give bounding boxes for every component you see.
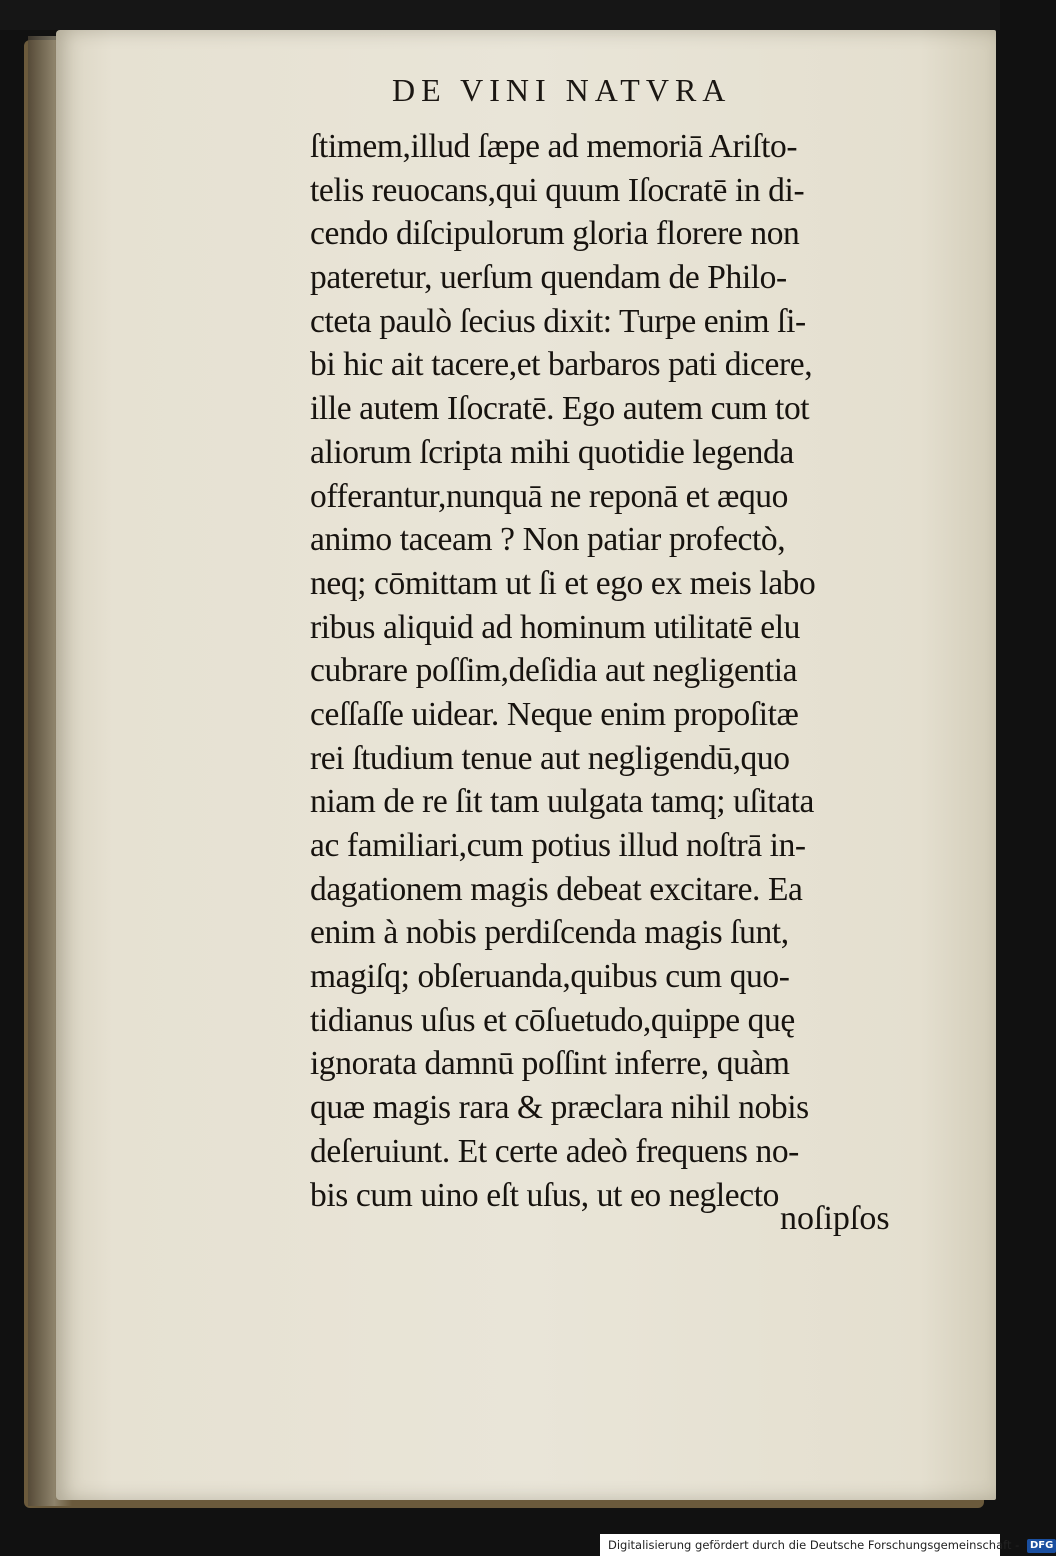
text-line: bis cum uino eſt uſus, ut eo neglecto	[310, 1176, 780, 1214]
text-line: aliorum ſcripta mihi quotidie legenda	[310, 433, 794, 471]
body-text	[310, 125, 930, 1217]
text-line: deſeruiunt. Et certe adeò frequens no-	[310, 1132, 799, 1170]
text-line: offerantur,nunquā ne reponā et æquo	[310, 477, 788, 515]
text-line: tidianus uſus et cōſuetudo,quippe quę	[310, 1001, 795, 1039]
text-line: enim à nobis perdiſcenda magis ſunt,	[310, 914, 789, 952]
text-line: bi hic ait tacere,et barbaros pati dicere,	[310, 346, 813, 384]
digitization-credit	[600, 1534, 1054, 1556]
text-line: dagationem magis debeat excitare. Ea	[310, 870, 803, 908]
text-line: ribus aliquid ad hominum utilitatē elu	[310, 608, 801, 646]
text-line: ille autem Iſocratē. Ego autem cum tot	[310, 390, 810, 428]
text-line: telis reuocans,qui quum Iſocratē in di-	[310, 171, 805, 209]
text-line: animo taceam ? Non patiar profectò,	[310, 521, 786, 559]
text-line: pateretur, uerſum quendam de Philo-	[310, 259, 787, 297]
scan-background-top	[0, 0, 1000, 30]
text-line: magiſq; obſeruanda,quibus cum quo-	[310, 958, 790, 996]
dfg-logo: DFG	[1027, 1539, 1056, 1553]
text-line: ſtimem,illud ſæpe ad memoriā Ariſto-	[310, 128, 798, 165]
text-line: quæ magis rara & præclara nihil nobis	[310, 1089, 809, 1127]
running-head: DE VINI NATVRA	[392, 72, 732, 108]
text-line: neq; cōmittam ut ſi et ego ex meis labo	[310, 564, 816, 602]
text-line: rei ſtudium tenue aut negligendū,quo	[310, 739, 790, 777]
text-line: cteta paulò ſecius dixit: Turpe enim ſi-	[310, 302, 806, 340]
text-line: cendo diſcipulorum gloria florere non	[310, 215, 800, 253]
text-line: ceſſaſſe uidear. Neque enim propoſitæ	[310, 695, 799, 733]
text-line: cubrare poſſim,deſidia aut negligentia	[310, 652, 798, 690]
catchword: noſipſos	[780, 1200, 890, 1237]
text-line: niam de re ſit tam uulgata tamq; uſitata	[310, 783, 815, 821]
text-line: ac familiari,cum potius illud noſtrā in-	[310, 827, 806, 864]
credit-text: Digitalisierung gefördert durch die Deutsche Forschungsgemeinschaft -	[608, 1538, 1020, 1552]
text-line: ignorata damnū poſſint inferre, quàm	[310, 1045, 790, 1083]
